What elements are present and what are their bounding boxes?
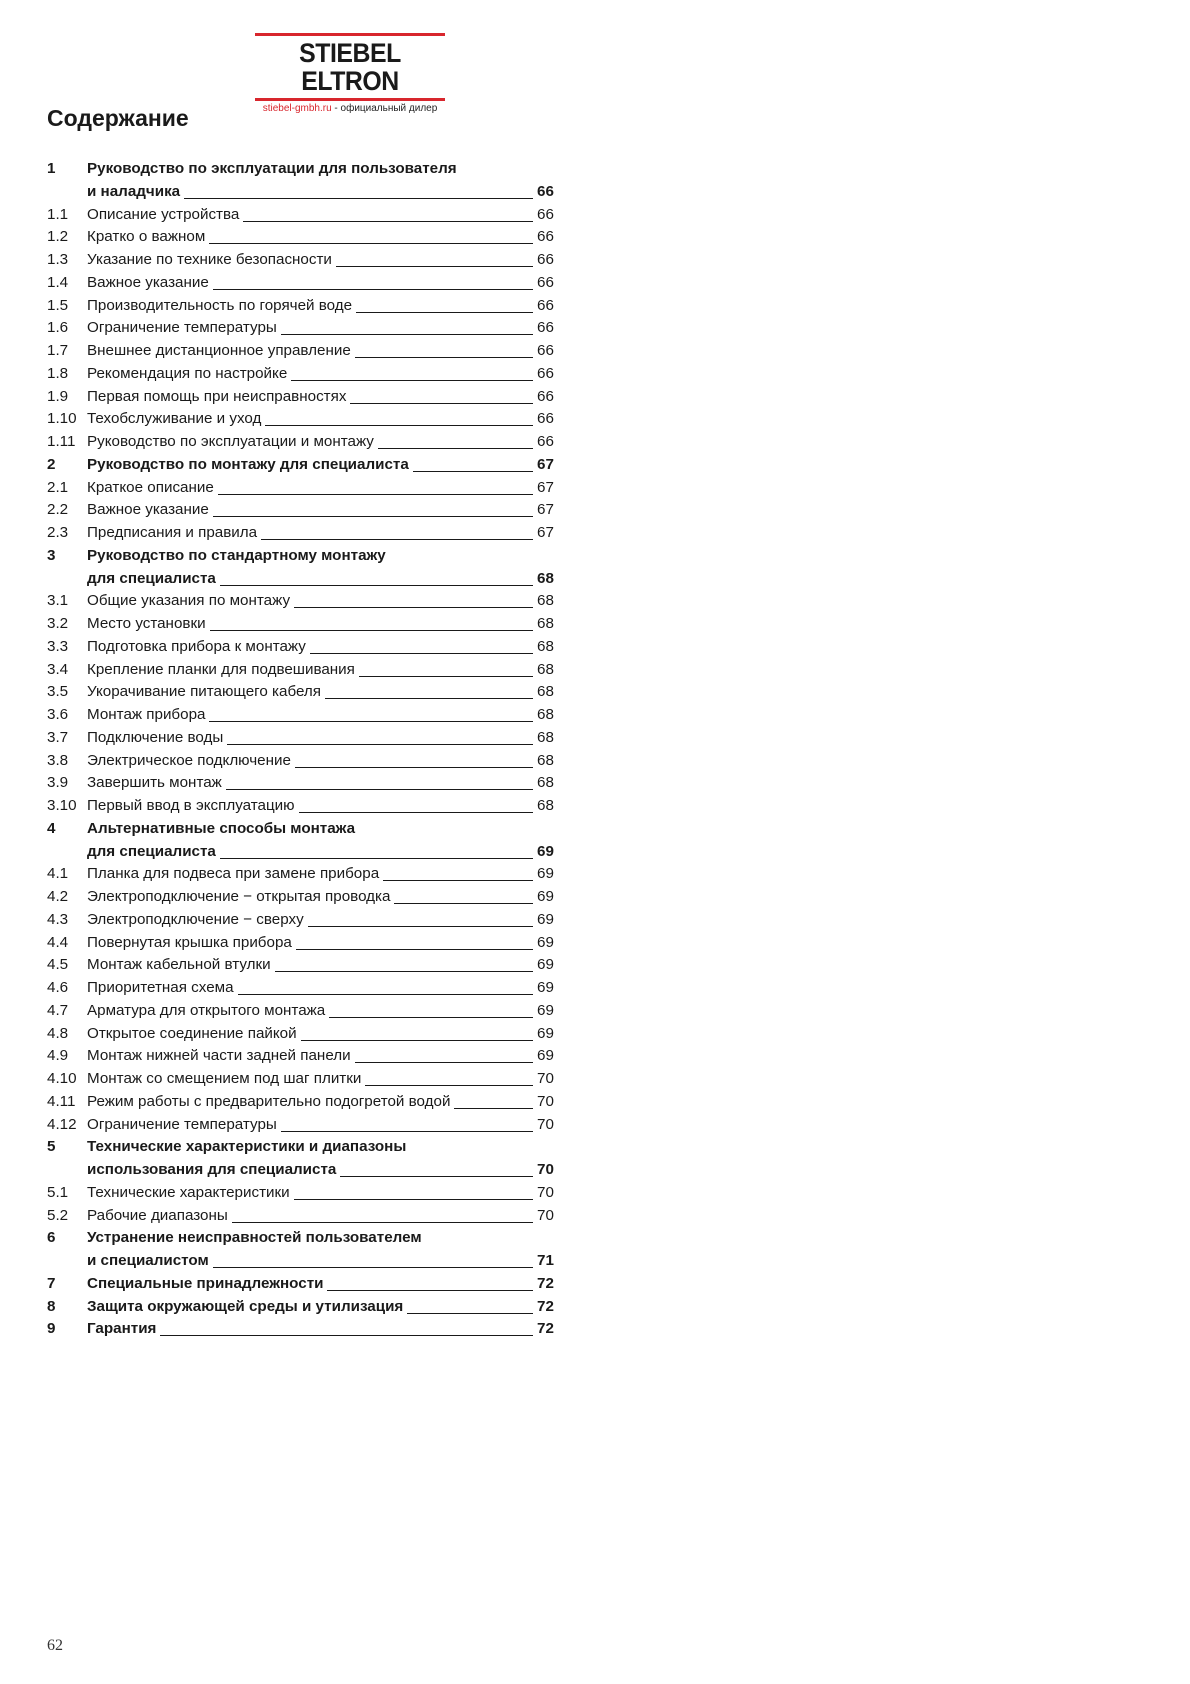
- toc-entry-title: Место установки: [87, 615, 206, 632]
- toc-entry[interactable]: [47, 317, 560, 340]
- toc-leader-line: [294, 607, 533, 608]
- toc-entry-page: 68: [537, 592, 554, 610]
- toc-entry[interactable]: [47, 818, 560, 841]
- toc-entry-title: Руководство по эксплуатации и монтажу: [87, 433, 374, 450]
- toc-entry-number: 1.6: [47, 319, 69, 337]
- toc-entry-page: 70: [537, 1070, 554, 1087]
- toc-leader-line: [220, 585, 533, 586]
- toc-leader-line: [226, 789, 533, 790]
- toc-entry[interactable]: [47, 1023, 560, 1046]
- toc-entry-title: Важное указание: [87, 501, 209, 519]
- toc-entry-title: Руководство по монтажу для специалиста: [87, 455, 409, 473]
- toc-leader-line: [209, 243, 533, 244]
- toc-entry-number: 1.1: [47, 205, 69, 223]
- toc-entry-number: 3.10: [47, 797, 77, 814]
- toc-entry[interactable]: [47, 158, 560, 181]
- toc-entry[interactable]: [47, 750, 560, 773]
- toc-entry-page: 66: [537, 319, 554, 337]
- toc-entry[interactable]: [47, 1205, 560, 1228]
- toc-entry-title: и специалистом: [87, 1252, 209, 1269]
- toc-entry-page: 66: [537, 296, 554, 314]
- toc-entry-page: 66: [537, 387, 554, 405]
- toc-entry-number: 3.2: [47, 615, 69, 632]
- toc-leader-line: [160, 1335, 533, 1336]
- toc-leader-line: [308, 926, 533, 927]
- toc-entry-title: Ограничение температуры: [87, 1115, 277, 1133]
- toc-entry-page: 72: [537, 1274, 554, 1292]
- toc-leader-line: [301, 1040, 533, 1041]
- toc-entry-page: 70: [537, 1115, 554, 1133]
- toc-entry-number: 4.3: [47, 910, 69, 928]
- toc-entry-title: Рекомендация по настройке: [87, 364, 288, 382]
- toc-entry-number: 8: [47, 1297, 56, 1315]
- toc-entry-title: Электроподключение − сверху: [87, 910, 304, 928]
- toc-entry-title: Руководство по эксплуатации для пользователя: [87, 160, 457, 177]
- toc-entry-page: 66: [537, 205, 554, 223]
- toc-entry-number: 3.7: [47, 728, 69, 746]
- toc-entry[interactable]: [47, 954, 560, 977]
- toc-entry-page: 69: [537, 1024, 554, 1042]
- toc-entry[interactable]: [47, 386, 560, 409]
- toc-leader-line: [220, 858, 533, 859]
- toc-entry-number: 1.9: [47, 387, 69, 405]
- toc-entry[interactable]: [47, 568, 560, 591]
- toc-entry-number: 3: [47, 546, 56, 564]
- toc-entry-title: Внешнее дистанционное управление: [87, 342, 351, 359]
- toc-entry-page: 68: [537, 637, 554, 655]
- toc-entry[interactable]: [47, 636, 560, 659]
- toc-leader-line: [299, 812, 533, 813]
- toc-entry-number: 1.8: [47, 364, 69, 382]
- toc-leader-line: [238, 994, 533, 995]
- toc-entry[interactable]: [47, 499, 560, 522]
- toc-entry[interactable]: [47, 909, 560, 932]
- toc-entry-page: 70: [537, 1092, 554, 1110]
- toc-entry[interactable]: [47, 408, 560, 431]
- toc-entry-page: 70: [537, 1161, 554, 1178]
- toc-entry[interactable]: [47, 226, 560, 249]
- toc-leader-line: [209, 721, 533, 722]
- toc-entry-title: Предписания и правила: [87, 524, 258, 541]
- dealer-link[interactable]: stiebel-gmbh.ru: [262, 103, 332, 114]
- toc-entry-title: Укорачивание питающего кабеля: [87, 683, 322, 701]
- toc-leader-line: [336, 266, 533, 267]
- toc-entry-page: 66: [537, 251, 554, 268]
- toc-leader-line: [413, 471, 533, 472]
- toc-entry[interactable]: [47, 590, 560, 613]
- toc-entry-title: Специальные принадлежности: [87, 1274, 324, 1292]
- toc-entry-number: 3.3: [47, 637, 69, 655]
- toc-leader-line: [210, 630, 533, 631]
- toc-entry[interactable]: [47, 1227, 560, 1250]
- toc-entry-page: 67: [537, 524, 554, 541]
- toc-entry[interactable]: [47, 1250, 560, 1273]
- page-title: Содержание: [47, 105, 189, 131]
- toc-entry-title: Приоритетная схема: [87, 979, 234, 996]
- toc-entry-title: Планка для подвеса при замене прибора: [87, 865, 380, 883]
- toc-entry-title: Первая помощь при неисправностях: [87, 387, 347, 405]
- toc-entry-page: 66: [537, 342, 554, 359]
- toc-entry-title: Описание устройства: [87, 205, 240, 223]
- toc-entry-page: 66: [537, 410, 554, 428]
- toc-entry-title: Монтаж со смещением под шаг плитки: [87, 1070, 362, 1087]
- toc-entry-page: 66: [537, 182, 554, 200]
- toc-entry-number: 4.7: [47, 1001, 69, 1019]
- toc-entry[interactable]: [47, 1114, 560, 1137]
- toc-entry-number: 6: [47, 1229, 56, 1247]
- toc-entry[interactable]: [47, 181, 560, 204]
- toc-entry-title: Крепление планки для подвешивания: [87, 660, 355, 678]
- toc-entry-number: 4: [47, 819, 56, 837]
- toc-leader-line: [227, 744, 533, 745]
- toc-entry-page: 68: [537, 706, 554, 723]
- toc-entry-number: 2.3: [47, 524, 69, 541]
- toc-entry-title: Важное указание: [87, 273, 209, 291]
- toc-entry[interactable]: [47, 841, 560, 864]
- toc-entry-title: Защита окружающей среды и утилизация: [87, 1297, 404, 1315]
- toc-leader-line: [378, 448, 533, 449]
- toc-entry-page: 69: [537, 956, 554, 974]
- page-number: 62: [47, 1637, 63, 1654]
- dealer-line: [255, 102, 445, 116]
- toc-entry-page: 69: [537, 1047, 554, 1065]
- logo-bottom-bar: [255, 98, 445, 101]
- toc-entry-number: 4.2: [47, 888, 69, 905]
- toc-entry-number: 4.6: [47, 979, 69, 996]
- toc-entry[interactable]: [47, 340, 560, 363]
- toc-entry-title: Монтаж прибора: [87, 706, 206, 723]
- toc-entry[interactable]: [47, 545, 560, 568]
- toc-leader-line: [454, 1108, 533, 1109]
- toc-leader-line: [184, 198, 533, 199]
- toc-entry-page: 68: [537, 728, 554, 746]
- toc-entry-page: 67: [537, 455, 554, 473]
- toc-entry-page: 68: [537, 774, 554, 792]
- toc-entry[interactable]: [47, 431, 560, 454]
- toc-entry-page: 68: [537, 797, 554, 814]
- toc-entry-title: Ограничение температуры: [87, 319, 277, 337]
- toc-entry-title: Электрическое подключение: [87, 751, 291, 769]
- toc-leader-line: [281, 334, 533, 335]
- toc-entry[interactable]: [47, 363, 560, 386]
- toc-entry-title: Открытое соединение пайкой: [87, 1024, 297, 1042]
- toc-entry-page: 67: [537, 501, 554, 519]
- toc-entry-page: 68: [537, 683, 554, 701]
- toc-entry-number: 3.9: [47, 774, 69, 792]
- toc-entry-number: 9: [47, 1320, 56, 1338]
- toc-entry-page: 69: [537, 979, 554, 996]
- toc-entry-page: 68: [537, 660, 554, 678]
- toc-entry-number: 3.6: [47, 706, 69, 723]
- toc-entry[interactable]: [47, 772, 560, 795]
- toc-entry-title: Завершить монтаж: [87, 774, 222, 792]
- toc-entry-page: 72: [537, 1320, 554, 1338]
- toc-entry[interactable]: [47, 1318, 560, 1341]
- toc-leader-line: [296, 949, 533, 950]
- toc-leader-line: [340, 1176, 533, 1177]
- toc-leader-line: [325, 698, 533, 699]
- toc-entry-page: 70: [537, 1183, 554, 1201]
- toc-entry-title: Монтаж кабельной втулки: [87, 956, 271, 974]
- toc-entry-page: 71: [537, 1252, 554, 1269]
- toc-entry-title: Указание по технике безопасности: [87, 251, 332, 268]
- toc-entry[interactable]: [47, 886, 560, 909]
- toc-entry-number: 5: [47, 1138, 56, 1156]
- toc-leader-line: [291, 380, 533, 381]
- toc-entry-number: 5.2: [47, 1206, 69, 1224]
- toc-entry-number: 4.11: [47, 1092, 76, 1110]
- toc-entry-title: Устранение неисправностей пользователем: [87, 1229, 422, 1247]
- toc-leader-line: [329, 1017, 533, 1018]
- toc-leader-line: [355, 1062, 533, 1063]
- toc-entry-title: Режим работы с предварительно подогретой водой: [87, 1092, 451, 1110]
- toc-entry[interactable]: [47, 1136, 560, 1159]
- toc-entry-title: Подключение воды: [87, 728, 224, 746]
- toc-entry-number: 3.8: [47, 751, 69, 769]
- toc-entry[interactable]: [47, 932, 560, 955]
- toc-entry-number: 1.7: [47, 342, 69, 359]
- toc-entry[interactable]: [47, 704, 560, 727]
- toc-entry-page: 68: [537, 615, 554, 632]
- toc-entry[interactable]: [47, 659, 560, 682]
- toc-entry-page: 69: [537, 933, 554, 951]
- toc-entry-number: 4.9: [47, 1047, 69, 1065]
- toc-leader-line: [350, 403, 533, 404]
- dealer-text: - официальный дилер: [331, 103, 438, 114]
- toc-entry-page: 66: [537, 273, 554, 291]
- toc-leader-line: [213, 289, 533, 290]
- toc-entry-number: 4.10: [47, 1070, 77, 1087]
- toc-leader-line: [295, 767, 533, 768]
- toc-entry-page: 67: [537, 478, 554, 496]
- logo-top-bar: [255, 33, 445, 36]
- toc-leader-line: [359, 676, 533, 677]
- toc-leader-line: [213, 1267, 533, 1268]
- toc-entry[interactable]: [47, 863, 560, 886]
- toc-entry-title: Повернутая крышка прибора: [87, 933, 292, 951]
- toc-entry-page: 72: [537, 1297, 554, 1315]
- toc-leader-line: [275, 971, 533, 972]
- toc-entry-number: 1.11: [47, 433, 76, 450]
- toc-entry-number: 1.3: [47, 251, 69, 268]
- toc-entry-number: 4.1: [47, 865, 69, 883]
- toc-entry-title: Технические характеристики: [87, 1183, 290, 1201]
- toc-entry-number: 1.10: [47, 410, 77, 428]
- toc-entry-page: 66: [537, 433, 554, 450]
- toc-entry-page: 69: [537, 888, 554, 905]
- toc-entry-title: Арматура для открытого монтажа: [87, 1001, 326, 1019]
- toc-entry-title: Технические характеристики и диапазоны: [87, 1138, 407, 1156]
- toc-entry[interactable]: [47, 977, 560, 1000]
- toc-entry-title: Техобслуживание и уход: [87, 410, 262, 428]
- toc-leader-line: [355, 357, 533, 358]
- toc-entry-number: 2.2: [47, 501, 69, 519]
- toc-leader-line: [213, 516, 533, 517]
- toc-leader-line: [356, 312, 533, 313]
- toc-entry-page: 70: [537, 1206, 554, 1224]
- toc-entry-page: 69: [537, 1001, 554, 1019]
- toc-entry[interactable]: [47, 1182, 560, 1205]
- toc-entry-number: 4.12: [47, 1115, 77, 1133]
- toc-entry-number: 7: [47, 1274, 56, 1292]
- toc-entry-title: Рабочие диапазоны: [87, 1206, 228, 1224]
- toc-entry-title: Кратко о важном: [87, 228, 206, 246]
- toc-leader-line: [383, 880, 533, 881]
- toc-entry-page: 69: [537, 842, 554, 860]
- toc-entry-title: для специалиста: [87, 569, 216, 587]
- toc-entry[interactable]: [47, 295, 560, 318]
- toc-entry-number: 3.5: [47, 683, 69, 701]
- toc-leader-line: [310, 653, 533, 654]
- toc-leader-line: [327, 1290, 533, 1291]
- toc-entry-page: 68: [537, 751, 554, 769]
- toc-entry-number: 3.1: [47, 592, 69, 610]
- toc-entry-page: 66: [537, 364, 554, 382]
- toc-leader-line: [407, 1313, 533, 1314]
- toc-entry[interactable]: [47, 727, 560, 750]
- toc-entry-number: 1.5: [47, 296, 69, 314]
- toc-entry[interactable]: [47, 454, 560, 477]
- toc-entry-title: Краткое описание: [87, 478, 214, 496]
- toc-entry[interactable]: [47, 272, 560, 295]
- toc-entry-number: 1.2: [47, 228, 69, 246]
- toc-entry-number: 5.1: [47, 1183, 69, 1201]
- toc-leader-line: [394, 903, 533, 904]
- toc-entry-title: и наладчика: [87, 182, 181, 200]
- toc-leader-line: [281, 1131, 533, 1132]
- toc-leader-line: [218, 494, 533, 495]
- toc-leader-line: [365, 1085, 533, 1086]
- toc-entry[interactable]: [47, 1000, 560, 1023]
- toc-entry-number: 3.4: [47, 660, 69, 678]
- toc-entry-title: Первый ввод в эксплуатацию: [87, 797, 295, 814]
- toc-entry[interactable]: [47, 1296, 560, 1319]
- toc-entry[interactable]: [47, 795, 560, 818]
- toc-entry-title: Общие указания по монтажу: [87, 592, 291, 610]
- toc-leader-line: [265, 425, 533, 426]
- toc-entry-number: 4.4: [47, 933, 69, 951]
- toc-entry[interactable]: [47, 681, 560, 704]
- toc-entry-page: 69: [537, 910, 554, 928]
- toc-entry[interactable]: [47, 1091, 560, 1114]
- toc-leader-line: [294, 1199, 533, 1200]
- toc-leader-line: [232, 1222, 533, 1223]
- toc-entry[interactable]: [47, 1273, 560, 1296]
- toc-entry-title: Альтернативные способы монтажа: [87, 819, 356, 837]
- toc-entry-title: Электроподключение − открытая проводка: [87, 888, 391, 905]
- toc-entry-number: 1: [47, 160, 56, 177]
- toc-entry[interactable]: [47, 477, 560, 500]
- brand-name: STIEBEL ELTRON: [299, 38, 401, 96]
- toc-entry-number: 4.8: [47, 1024, 69, 1042]
- toc-entry[interactable]: [47, 613, 560, 636]
- toc-entry-title: для специалиста: [87, 842, 216, 860]
- toc-entry-number: 1.4: [47, 273, 69, 291]
- toc-entry-title: Монтаж нижней части задней панели: [87, 1047, 351, 1065]
- table-of-contents: [47, 158, 560, 1341]
- toc-entry-number: 2.1: [47, 478, 69, 496]
- toc-entry-title: Руководство по стандартному монтажу: [87, 546, 386, 564]
- toc-entry-page: 66: [537, 228, 554, 246]
- toc-entry-title: Производительность по горячей воде: [87, 296, 353, 314]
- toc-entry[interactable]: [47, 1159, 560, 1182]
- toc-entry-page: 69: [537, 865, 554, 883]
- toc-entry-page: 68: [537, 569, 554, 587]
- toc-entry[interactable]: [47, 249, 560, 272]
- toc-entry-title: использования для специалиста: [87, 1161, 337, 1178]
- toc-entry[interactable]: [47, 522, 560, 545]
- toc-entry-number: 4.5: [47, 956, 69, 974]
- toc-leader-line: [243, 221, 533, 222]
- toc-entry-title: Подготовка прибора к монтажу: [87, 637, 306, 655]
- toc-entry[interactable]: [47, 1045, 560, 1068]
- toc-entry-title: Гарантия: [87, 1320, 157, 1338]
- toc-entry-number: 2: [47, 455, 56, 473]
- toc-entry[interactable]: [47, 1068, 560, 1091]
- toc-entry[interactable]: [47, 204, 560, 227]
- toc-leader-line: [261, 539, 533, 540]
- brand-logo: [255, 33, 445, 116]
